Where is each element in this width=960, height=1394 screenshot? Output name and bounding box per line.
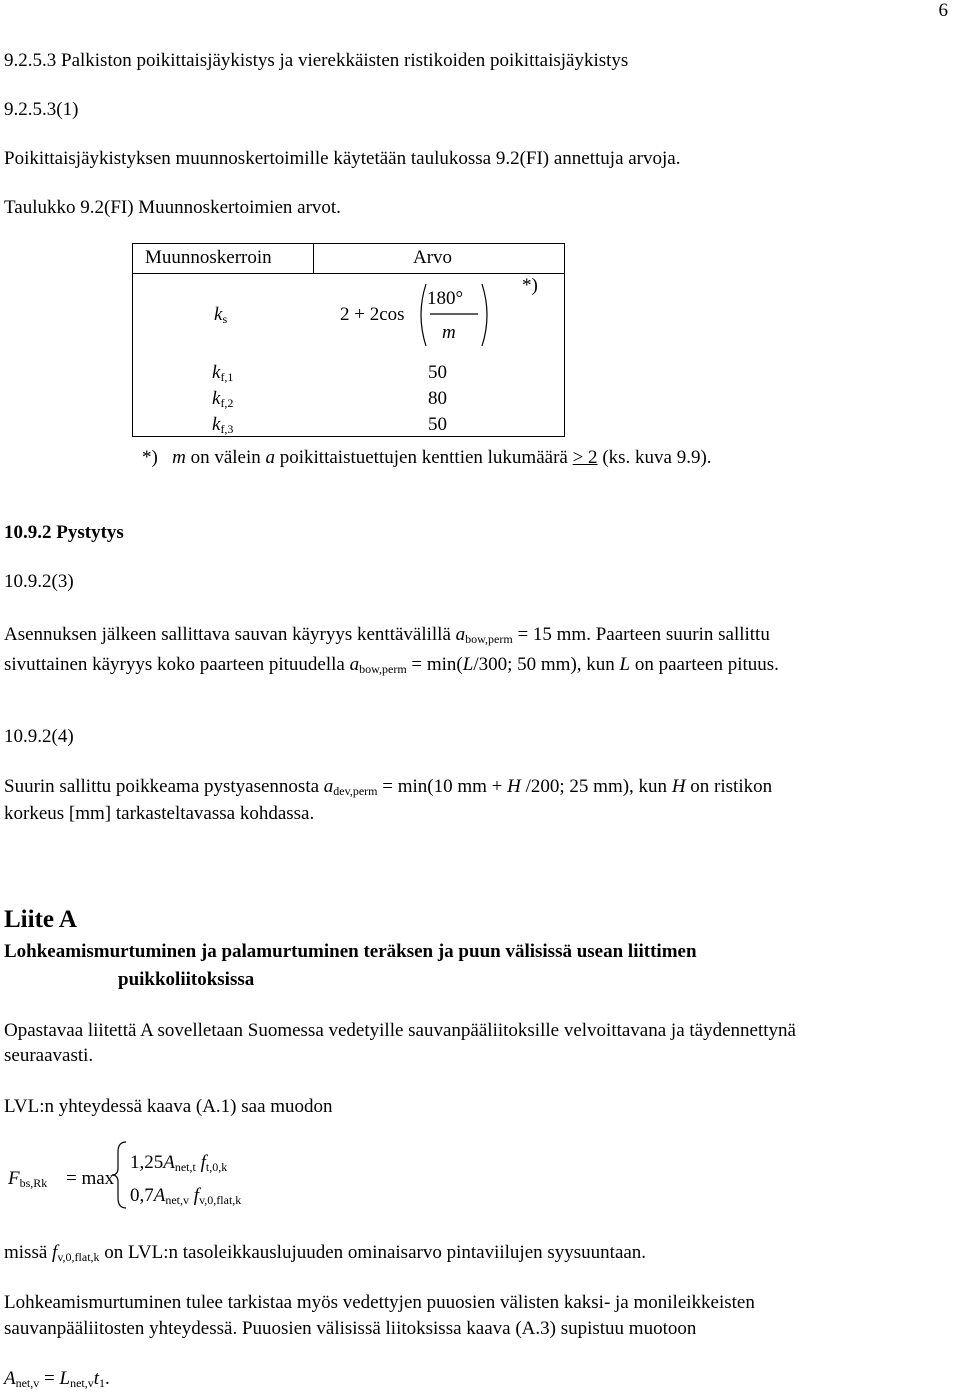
equation-lhs: $F_{bs,Rk}$ (8, 1168, 48, 1190)
final-equation: $A_{net,v} = L_{net,v}t_1$. (4, 1368, 110, 1390)
table-footnote: *) m on välein a poikittaistuettujen kenttien lukumäärä > 2 (ks. kuva 9.9). (142, 447, 712, 468)
equation-row2: $0,7A_{net,v}$ $f_{v,0,flat,k}$ (130, 1185, 242, 1207)
symbol-ks: $k_s$ (214, 304, 228, 326)
clause-9-2-5-3-1: 9.2.5.3(1) (4, 99, 79, 120)
formula-2-plus-2cos: 2 + 2cos (340, 304, 405, 325)
appendix-paragraph1-line2: seuraavasti. (4, 1045, 94, 1066)
conversion-factor-table (132, 243, 565, 437)
symbol-kf2: $k_{f,2}$ (212, 388, 234, 410)
paragraph-10-9-2-4-line1: Suurin sallittu poikkeama pystyasennosta $a_{dev,perm} = \min(10$ mm + H /200; 25 mm), kun H on ristikon (4, 776, 773, 798)
page-number: 6 (938, 0, 948, 21)
paragraph-10-9-2-3-line2: sivuttainen käyryys koko paarteen pituudella $a_{bow,perm} = \min(L/300$; 50 mm), kun L on paarteen pituus. (4, 654, 779, 676)
symbol-kf1: $k_{f,1}$ (212, 362, 234, 384)
appendix-paragraph2: LVL:n yhteydessä kaava (A.1) saa muodon (4, 1096, 333, 1117)
footnote-marker-star: *) (522, 275, 538, 296)
symbol-kf3: $k_{f,3}$ (212, 414, 234, 436)
equation-left-brace (110, 1140, 130, 1210)
equation-row1: $1,25A_{net,t}$ $f_{t,0,k}$ (130, 1152, 228, 1174)
fraction-numerator-180: 180° (427, 288, 464, 309)
table-caption: Taulukko 9.2(FI) Muunnoskertoimien arvot. (4, 197, 341, 218)
value-kf3: 50 (428, 414, 447, 435)
paragraph-10-9-2-3-line1: Asennuksen jälkeen sallittava sauvan käyryys kenttävälillä $a_{bow,perm} = 15$ mm. Paarteen suurin sallittu (4, 624, 770, 646)
appendix-title: Liite A (4, 906, 77, 933)
table-header-factor: Muunnoskerroin (145, 247, 272, 268)
table-header-value: Arvo (413, 247, 453, 268)
appendix-subtitle-line2: puikkoliitoksissa (118, 969, 255, 990)
section-heading-10-9-2: 10.9.2 Pystytys (4, 522, 124, 543)
clause-10-9-2-4: 10.9.2(4) (4, 726, 74, 747)
fraction-denominator-m: m (442, 322, 456, 343)
value-kf1: 50 (428, 362, 447, 383)
appendix-paragraph4-line1: Lohkeamismurtuminen tulee tarkistaa myös vedettyjen puuosien välisten kaksi- ja monileikkeisten (4, 1292, 755, 1313)
appendix-subtitle-line1: Lohkeamismurtuminen ja palamurtuminen teräksen ja puun välisissä usean liittimen (4, 941, 697, 962)
appendix-paragraph3: missä $f_{v,0,flat,k}$ on LVL:n tasoleikkauslujuuden ominaisarvo pintaviilujen syysuuntaan. (4, 1242, 647, 1264)
section-heading-9-2-5-3: 9.2.5.3 Palkiston poikittaisjäykistys ja vierekkäisten ristikoiden poikittaisjäykistys (4, 50, 629, 71)
appendix-paragraph1-line1: Opastavaa liitettä A sovelletaan Suomessa vedetyille sauvanpääliitoksille velvoittavana ja täydennettynä (4, 1020, 796, 1041)
table-header-rule (133, 273, 564, 274)
value-kf2: 80 (428, 388, 447, 409)
paragraph-10-9-2-4-line2: korkeus [mm] tarkasteltavassa kohdassa. (4, 803, 315, 824)
appendix-paragraph4-line2: sauvanpääliitosten yhteydessä. Puuosien välisissä liitoksissa kaava (A.3) supistuu muotoon (4, 1318, 697, 1339)
paragraph-conversion-factors: Poikittaisjäykistyksen muunnoskertoimille käytetään taulukossa 9.2(FI) annettuja arvoja. (4, 148, 681, 169)
equation-max: = max (66, 1168, 115, 1189)
table-header-divider (313, 244, 314, 273)
clause-10-9-2-3: 10.9.2(3) (4, 571, 74, 592)
